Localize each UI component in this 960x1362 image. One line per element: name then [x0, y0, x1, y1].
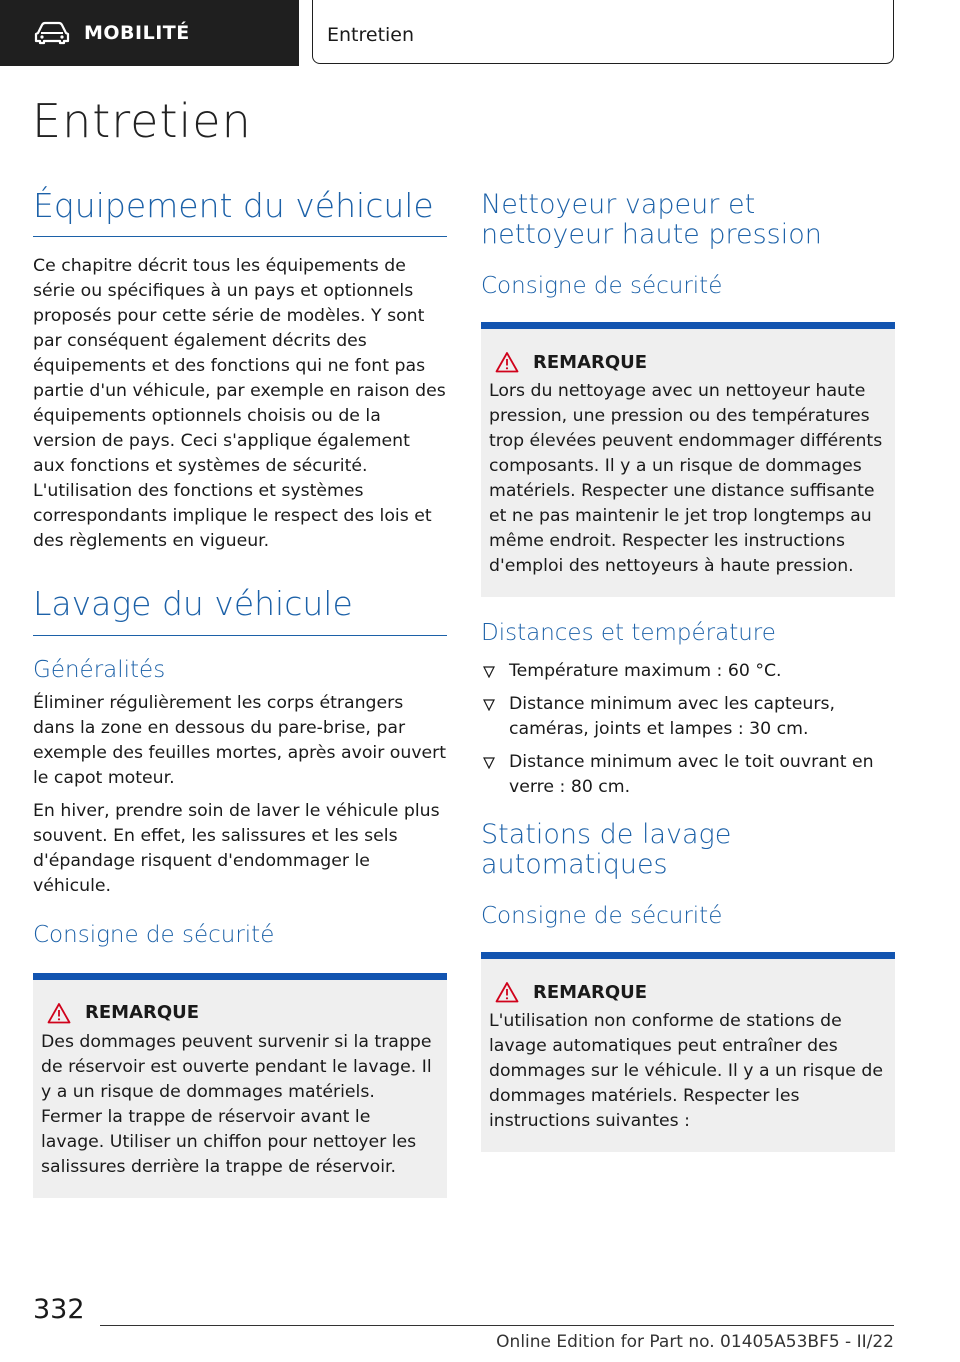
heading-consigne: Consigne de sécurité [481, 903, 723, 929]
note-text: Lors du nettoyage avec un nettoyeur haute pression, une pression ou des températures trop élevées peuvent endommager différents composants. Il y a un risque de dommages matériels. Respecter une distance suffisante et ne pas maintenir le jet trop longtemps au même endroit. Respecter les instructions d'emploi des nettoyeurs à haute pression. [489, 381, 883, 576]
heading-equipement: Équipement du véhicule [33, 188, 447, 237]
note-label: REMARQUE [533, 981, 648, 1003]
distances-list [481, 659, 895, 800]
page-title: Entretien [32, 94, 252, 148]
heading-stations: Stations de lavage automatiques [481, 819, 732, 880]
note-box [481, 322, 895, 597]
list-item: Distance minimum avec le toit ouvrant en verre : 80 cm. [481, 750, 895, 800]
section-tab [0, 0, 299, 66]
heading-lavage: Lavage du véhicule [33, 586, 447, 635]
warning-icon [47, 1002, 71, 1024]
note-text: Des dommages peuvent survenir si la trappe de réservoir est ouverte pendant le lavage. Il y a un risque de dommages matériels. Fermer la trappe de réservoir avant le lavage. Utiliser un chiffon pour nettoyer les salissures derrière la trappe de réservoir. [41, 1031, 432, 1177]
paragraph-generalites-2: En hiver, prendre soin de laver le véhicule plus souvent. En effet, les salissures et les sels d'épandage risquent d'endommager le véhicule. [33, 800, 440, 896]
warning-icon [495, 351, 519, 373]
list-item: Distance minimum avec les capteurs, caméras, joints et lampes : 30 cm. [481, 692, 895, 742]
note-label: REMARQUE [533, 351, 648, 373]
page-number: 332 [33, 1294, 85, 1325]
heading-consigne: Consigne de sécurité [481, 273, 723, 299]
bullet-triangle-icon [483, 666, 495, 678]
heading-generalites: Généralités [33, 656, 166, 683]
note-box [33, 973, 447, 1198]
bullet-triangle-icon [483, 699, 495, 711]
paragraph-generalites-1: Éliminer régulièrement les corps étrangers dans la zone en dessous du pare-brise, par exemple des feuilles mortes, après avoir ouvert le capot moteur. [33, 692, 447, 788]
left-column [33, 188, 447, 1198]
edition-info: Online Edition for Part no. 01405A53BF5 - II/22 [496, 1332, 894, 1352]
note-header [47, 1002, 439, 1024]
note-text: L'utilisation non conforme de stations de lavage automatiques peut entraîner des dommages sur le véhicule. Il y a un risque de dommages matériels. Respecter les instructions suivantes : [489, 1011, 884, 1131]
heading-distances: Distances et température [481, 620, 776, 646]
note-header [495, 351, 887, 373]
list-item: Température maximum : 60 °C. [481, 659, 895, 684]
note-box [481, 952, 895, 1152]
note-label: REMARQUE [85, 1002, 200, 1024]
bullet-triangle-icon [483, 757, 495, 769]
chapter-label: Entretien [327, 24, 415, 46]
paragraph-equipement: Ce chapitre décrit tous les équipements de série ou spécifiques à un pays et optionnels proposés pour cette série de modèles. Y sont par conséquent également décrits des équipements et des fonctions qui ne font pas partie d'un véhicule, par exemple en raison des équipements optionnels choisis ou de la version de pays. Ceci s'applique également aux fonctions et systèmes de sécurité. L'utilisation des fonctions et systèmes correspondants implique le respect des lois et des règlements en vigueur. [33, 256, 446, 552]
car-icon [34, 21, 70, 45]
heading-nettoyeur: Nettoyeur vapeur et nettoyeur haute pression [481, 189, 822, 250]
section-label: MOBILITÉ [84, 22, 190, 44]
note-header [495, 981, 887, 1003]
right-column [481, 190, 895, 1152]
heading-consigne: Consigne de sécurité [33, 921, 275, 948]
warning-icon [495, 981, 519, 1003]
footer-divider [100, 1325, 894, 1326]
chapter-tab [312, 0, 894, 64]
